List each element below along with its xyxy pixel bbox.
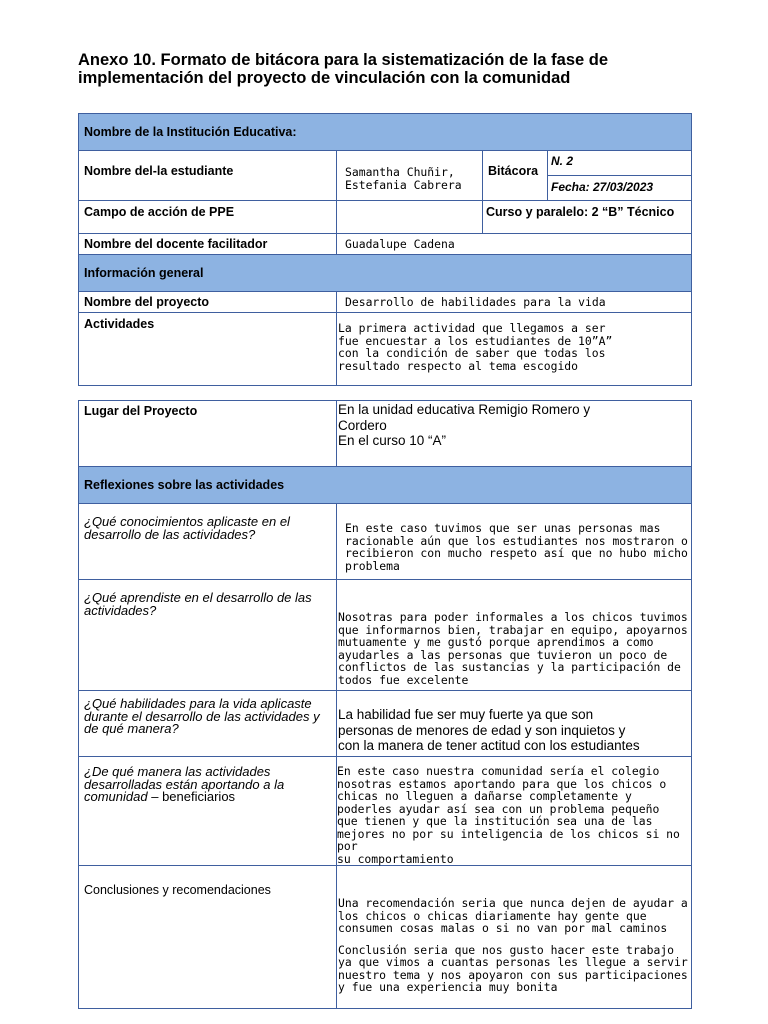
project-place-text: En la unidad educativa Remigio Romero y Cordero En el curso 10 “A” (337, 401, 692, 467)
course-and-section: Curso y paralelo: 2 “B” Técnico (483, 201, 692, 234)
bitacora-date: Fecha: 27/03/2023 (548, 176, 692, 201)
answer-community-contribution: En este caso nuestra comunidad sería el colegio nosotras estamos aportando para que los chicos o chicas no lleguen a dañarse completamente y poderles ayudar así sea con un problema pequeño que tienen y que la institución sea una de las mejores no por su inteligencia de los chicos si no por su comportamiento (337, 757, 692, 866)
teacher-name-value: Guadalupe Cadena (337, 234, 692, 255)
answer-learning: Nosotras para poder informales a los chicos tuvimos que informarnos bien, trabajar en equipo, apoyarnos mutuamente y me gustó porque aprendimos a como ayudarles a las personas que tuvieron un poco de conflictos de las sustancias y la participación de todos fue excelente (337, 580, 692, 691)
bitacora-label: Bitácora (483, 151, 548, 201)
question-life-skills: ¿Qué habilidades para la vida aplicaste durante el desarrollo de las actividades y de qué manera? (79, 691, 337, 757)
field-of-action-value (337, 201, 483, 234)
conclusions-label: Conclusiones y recomendaciones (79, 866, 337, 1009)
recommendation-text: Una recomendación seria que nunca dejen de ayudar a los chicos o chicas diariamente hay gente que consumen cosas malas o si no van por mal caminos (338, 896, 688, 935)
question-community-text: ¿De qué manera las actividades desarrolladas están aportando a la comunidad – (84, 764, 285, 804)
answer-life-skills: La habilidad fue ser muy fuerte ya que son personas de menores de edad y son inquietos y con la manera de tener actitud con los estudiantes (337, 691, 692, 757)
activities-text: La primera actividad que llegamos a ser fue encuestar a los estudiantes de 10”A” con la condición de saber que todas los resultado respecto al tema escogido (337, 313, 692, 386)
question-knowledge: ¿Qué conocimientos aplicaste en el desarrollo de las actividades? (79, 504, 337, 580)
student-names-value: Samantha Chuñir, Estefania Cabrera (337, 151, 483, 201)
activities-label: Actividades (79, 313, 337, 386)
document-title: Anexo 10. Formato de bitácora para la sistematización de la fase de implementación del proyecto de vinculación con la comunidad (78, 51, 609, 87)
teacher-label: Nombre del docente facilitador (79, 234, 337, 255)
project-name-value: Desarrollo de habilidades para la vida (337, 292, 692, 313)
student-name-label: Nombre del-la estudiante (79, 151, 337, 201)
reflections-header: Reflexiones sobre las actividades (79, 467, 692, 504)
general-info-header: Información general (79, 255, 692, 292)
question-community-contribution (79, 757, 337, 866)
project-name-label: Nombre del proyecto (79, 292, 337, 313)
reflections-table (78, 400, 692, 1009)
project-place-label: Lugar del Proyecto (79, 401, 337, 467)
conclusions-content (337, 866, 692, 1009)
field-of-action-label: Campo de acción de PPE (79, 201, 337, 234)
question-community-suffix: beneficiarios (162, 789, 236, 804)
answer-knowledge: En este caso tuvimos que ser unas personas mas racionable aún que los estudiantes nos mostraron o recibieron con mucho respeto así que no hubo micho problema (337, 504, 692, 580)
question-learning: ¿Qué aprendiste en el desarrollo de las actividades? (79, 580, 337, 691)
conclusion-text: Conclusión seria que nos gusto hacer este trabajo ya que vimos a cuantas personas les llegue a servir nuestro tema y nos apoyaron con sus participaciones y fue una experiencia muy bonita (338, 942, 688, 994)
institution-info-table (78, 113, 692, 386)
institution-name-header: Nombre de la Institución Educativa: (79, 114, 692, 151)
bitacora-number: N. 2 (548, 151, 692, 176)
